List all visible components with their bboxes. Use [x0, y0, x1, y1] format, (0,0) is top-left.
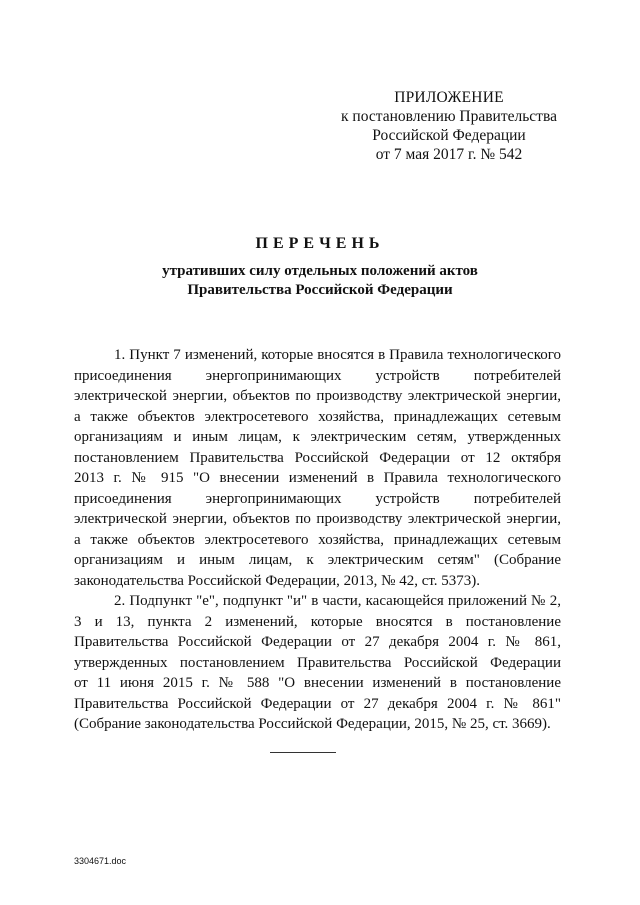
text-line: а также объектов электросетевого хозяйства, принадлежащих сетевым [74, 408, 561, 425]
paragraph-1 [74, 345, 561, 591]
appendix-line: Российской Федерации [372, 127, 526, 144]
text-line: организациям и иным лицам, к электрическим сетям" (Собрание [74, 552, 561, 568]
appendix-heading: ПРИЛОЖЕНИЕ [394, 89, 504, 106]
text-line: присоединения энергопринимающих устройств потребителей [74, 490, 561, 507]
text-line: 1. Пункт 7 изменений, которые вносятся в Правила технологического [114, 347, 561, 363]
text-line: 2. Подпункт "е", подпункт "и" в части, касающейся приложений № 2, [114, 593, 561, 609]
text-line: постановлением Правительства Российской Федерации от 12 октября [74, 449, 561, 466]
subtitle-line: утративших силу отдельных положений актов [162, 263, 478, 279]
appendix-line: к постановлению Правительства [341, 108, 557, 125]
text-line: Правительства Российской Федерации от 27 декабря 2004 г. № 861" [74, 695, 561, 712]
text-line: организациям и иным лицам, к электрическим сетям, утвержденных [74, 429, 561, 445]
document-footer-id: 3304671.doc [74, 856, 127, 866]
document-title: ПЕРЕЧЕНЬ [255, 235, 385, 252]
subtitle-line: Правительства Российской Федерации [187, 282, 453, 298]
text-line: присоединения энергопринимающих устройств потребителей [74, 367, 561, 384]
text-line: (Собрание законодательства Российской Федерации, 2015, № 25, ст. 3669). [74, 716, 551, 732]
text-line: 2013 г. № 915 "О внесении изменений в Правила технологического [74, 470, 561, 486]
text-line: электрической энергии, объектов по производству электрической энергии, [74, 388, 561, 404]
text-line: электрической энергии, объектов по производству электрической энергии, [74, 511, 561, 527]
document-body [74, 345, 561, 735]
appendix-block [334, 88, 564, 164]
appendix-date-number: от 7 мая 2017 г. № 542 [375, 146, 523, 163]
document-subtitle [0, 262, 640, 300]
paragraph-2 [74, 591, 561, 735]
text-line: от 11 июня 2015 г. № 588 "О внесении изменений в постановление [74, 675, 561, 691]
text-line: Правительства Российской Федерации от 27 декабря 2004 г. № 861, [74, 634, 561, 650]
text-line: законодательства Российской Федерации, 2013, № 42, ст. 5373). [74, 572, 481, 589]
text-line: 3 и 13, пункта 2 изменений, которые вносятся в постановление [74, 613, 561, 630]
text-line: а также объектов электросетевого хозяйства, принадлежащих сетевым [74, 531, 561, 548]
end-divider [270, 752, 336, 753]
text-line: утвержденных постановлением Правительства Российской Федерации [74, 654, 561, 671]
